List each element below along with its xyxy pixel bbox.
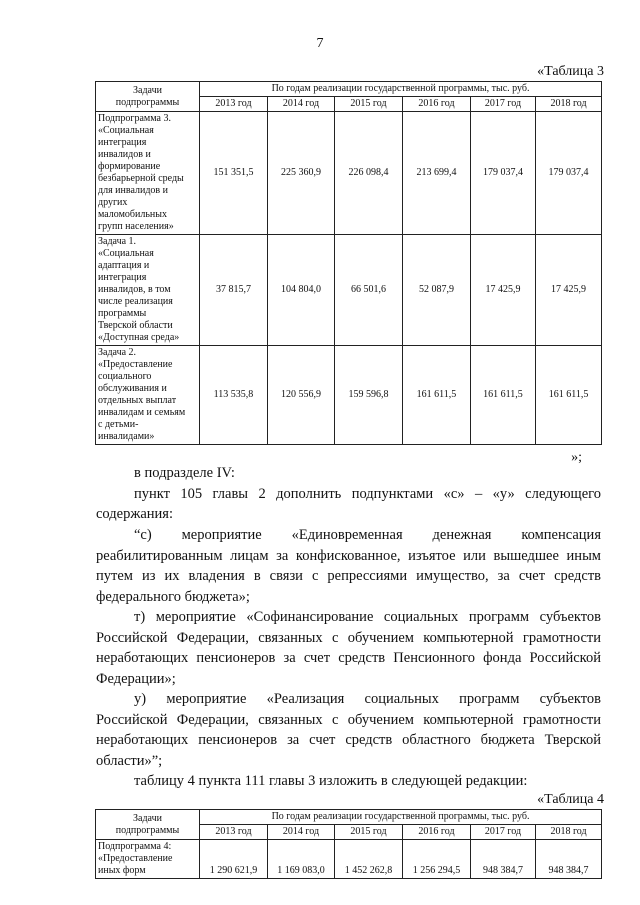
- paragraph-u-line2: Российской Федерации, связанных с обучением компьютерной грамотности: [96, 712, 601, 728]
- paragraph-t-line1: т) мероприятие «Софинансирование социальных программ субъектов: [134, 609, 601, 625]
- cell-value: 1 452 262,8: [335, 840, 403, 879]
- row-name: Задача 2. «Предоставление социального обслуживания и отдельных выплат инвалидам и семьям с детьми- инвалидами»: [96, 346, 200, 445]
- table-row: [96, 112, 602, 235]
- table4-header-col1-line1: Задачи: [133, 812, 162, 824]
- table3-header-col1: [96, 82, 200, 112]
- cell-value: 161 611,5: [471, 346, 536, 445]
- table3-header-span: По годам реализации государственной программы, тыс. руб.: [200, 82, 602, 97]
- table4-year: 2017 год: [471, 825, 536, 840]
- cell-value: 52 087,9: [403, 235, 471, 346]
- cell-value: 225 360,9: [268, 112, 335, 235]
- row-name: Задача 1. «Социальная адаптация и интеграция инвалидов, в том числе реализация программы Тверской области «Доступная среда»: [96, 235, 200, 346]
- cell-value: 948 384,7: [471, 840, 536, 879]
- table4: [95, 809, 602, 879]
- table3-header-col1-line1: Задачи: [133, 84, 162, 96]
- cell-value: 120 556,9: [268, 346, 335, 445]
- table4-caption: «Таблица 4: [537, 792, 604, 807]
- table-row: [96, 840, 602, 879]
- row-name: Подпрограмма 3. «Социальная интеграция инвалидов и формирование безбарьерной среды для инвалидов и других маломобильных групп населения»: [96, 112, 200, 235]
- cell-value: 226 098,4: [335, 112, 403, 235]
- cell-value: 1 169 083,0: [268, 840, 335, 879]
- cell-value: 17 425,9: [536, 235, 602, 346]
- table4-year: 2013 год: [200, 825, 268, 840]
- paragraph-s-line3: путем из их владения в связи с репрессиями имущество, за счет средств: [96, 568, 601, 584]
- cell-value: 948 384,7: [536, 840, 602, 879]
- cell-value: 151 351,5: [200, 112, 268, 235]
- paragraph-s-line1: “с) мероприятие «Единовременная денежная компенсация: [134, 527, 601, 543]
- cell-value: 161 611,5: [403, 346, 471, 445]
- table4-header-col1: [96, 810, 200, 840]
- table3-header-col1-line2: подпрограммы: [115, 96, 180, 108]
- cell-value: 17 425,9: [471, 235, 536, 346]
- paragraph-s-line4: федерального бюджета»;: [96, 589, 250, 605]
- paragraph-t-line2: Российской Федерации, связанных с обучением компьютерной грамотности: [96, 630, 601, 646]
- paragraph-table4-intro: таблицу 4 пункта 111 главы 3 изложить в следующей редакции:: [134, 773, 528, 789]
- table3-year: 2013 год: [200, 97, 268, 112]
- cell-value: 37 815,7: [200, 235, 268, 346]
- table4-header-col1-line2: подпрограммы: [115, 824, 180, 836]
- table4-year: 2015 год: [335, 825, 403, 840]
- table3-closing: »;: [571, 450, 582, 465]
- table-row: [96, 235, 602, 346]
- table3-year: 2017 год: [471, 97, 536, 112]
- table4-header-span: По годам реализации государственной программы, тыс. руб.: [200, 810, 602, 825]
- table3-year: 2016 год: [403, 97, 471, 112]
- paragraph-item105-line2: содержания:: [96, 506, 174, 522]
- table3-year: 2018 год: [536, 97, 602, 112]
- paragraph-u-line3: неработающих пенсионеров за счет средств областного бюджета Тверской: [96, 732, 601, 748]
- row-name: Подпрограмма 4: «Предоставление иных форм: [96, 840, 200, 879]
- cell-value: 161 611,5: [536, 346, 602, 445]
- table-row: [96, 346, 602, 445]
- paragraph-subsection: в подразделе IV:: [134, 465, 235, 481]
- cell-value: 1 290 621,9: [200, 840, 268, 879]
- table3-year: 2014 год: [268, 97, 335, 112]
- paragraph-u-line1: у) мероприятие «Реализация социальных программ субъектов: [134, 691, 601, 707]
- cell-value: 179 037,4: [471, 112, 536, 235]
- cell-value: 104 804,0: [268, 235, 335, 346]
- table4-year: 2018 год: [536, 825, 602, 840]
- paragraph-item105-line1: пункт 105 главы 2 дополнить подпунктами «с» – «у» следующего: [134, 486, 601, 502]
- cell-value: 1 256 294,5: [403, 840, 471, 879]
- paragraph-s-line2: реабилитированным лицам за конфискованное, изъятое или вышедшее иным: [96, 548, 601, 564]
- page-number: 7: [316, 36, 324, 51]
- table4-year: 2016 год: [403, 825, 471, 840]
- cell-value: 159 596,8: [335, 346, 403, 445]
- cell-value: 179 037,4: [536, 112, 602, 235]
- cell-value: 113 535,8: [200, 346, 268, 445]
- table3-caption: «Таблица 3: [537, 64, 604, 79]
- paragraph-t-line4: Федерации»;: [96, 671, 176, 687]
- paragraph-t-line3: неработающих пенсионеров за счет средств Пенсионного фонда Российской: [96, 650, 601, 666]
- table3: [95, 81, 602, 445]
- paragraph-u-line4: области»”;: [96, 753, 163, 769]
- cell-value: 213 699,4: [403, 112, 471, 235]
- cell-value: 66 501,6: [335, 235, 403, 346]
- table4-year: 2014 год: [268, 825, 335, 840]
- table3-year: 2015 год: [335, 97, 403, 112]
